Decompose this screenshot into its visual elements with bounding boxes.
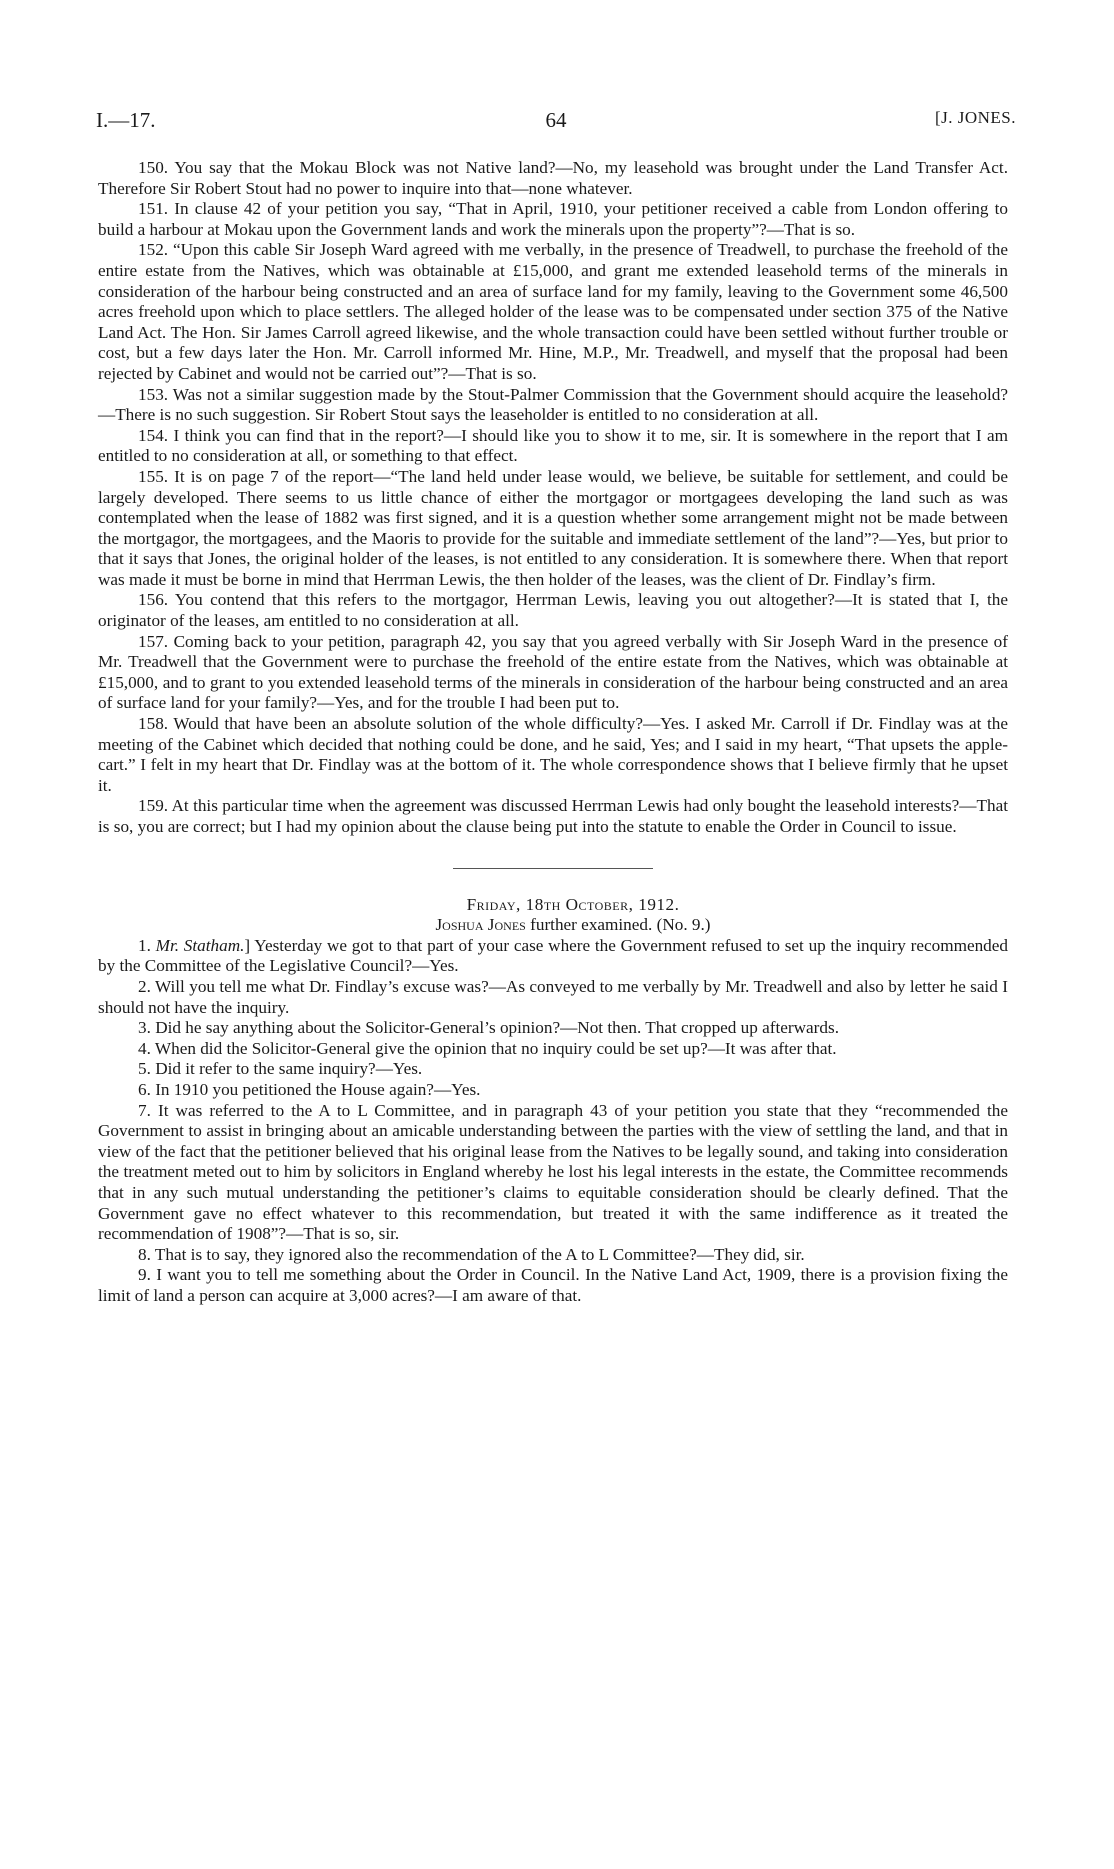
question-4: 4. When did the Solicitor-General give the opinion that no inquiry could be set up?—It was after that. <box>138 1038 837 1058</box>
witness-examination-note: further examined. (No. 9.) <box>525 915 711 935</box>
section-divider <box>453 868 653 869</box>
question-1-speaker: Mr. Statham. <box>155 935 245 955</box>
paragraph-152: 152. “Upon this cable Sir Joseph Ward agreed with me verbally, in the presence of Treadwell, to purchase the freehold of the entire estate from the Natives, which was obtainable at £15,000, and grant me extended leasehold terms of the minerals in consideration of the harbour being constructed and an area of surface land for my family, leaving to the Government some 46,500 acres freehold upon which to place settlers. The alleged holder of the lease was to be compensated under section 375 of the Native Land Act. The Hon. Sir James Carroll agreed likewise, and the whole transaction could have been settled without further trouble or cost, but a few days later the Hon. Mr. Carroll informed Mr. Hine, M.P., Mr. Treadwell, and myself that the proposal had been rejected by Cabinet and would not be carried out”?—That is so. <box>98 240 1008 383</box>
paragraph-154: 154. I think you can find that in the report?—I should like you to show it to me, sir. It is somewhere in the report that I am entitled to no consideration at all, or something to that effect. <box>98 425 1008 466</box>
question-1 <box>98 936 1008 977</box>
session-date: Friday, 18th October, 1912. <box>466 894 680 914</box>
paragraph-156: 156. You contend that this refers to the mortgagor, Herrman Lewis, leaving you out altogether?—It is stated that I, the originator of the leases, am entitled to no consideration at all. <box>98 590 1008 631</box>
question-2: 2. Will you tell me what Dr. Findlay’s excuse was?—As conveyed to me verbally by Mr. Treadwell and also by letter he said I should not have the inquiry. <box>98 976 1008 1017</box>
paragraph-157: 157. Coming back to your petition, paragraph 42, you say that you agreed verbally with Sir Joseph Ward in the presence of Mr. Treadwell that the Government were to purchase the freehold of the entire estate from the Natives, which was obtainable at £15,000, and to grant to you extended leasehold terms of the minerals in consideration of the harbour being constructed and an area of surface land for your family?—Yes, and for the trouble I had been put to. <box>98 631 1008 713</box>
paper-reference: I.—17. <box>96 108 156 132</box>
question-8: 8. That is to say, they ignored also the recommendation of the A to L Committee?—They did, sir. <box>138 1244 805 1264</box>
paragraph-150: 150. You say that the Mokau Block was not Native land?—No, my leasehold was brought under the Land Transfer Act. Therefore Sir Robert Stout had no power to inquire into that—none whatever. <box>98 158 1008 198</box>
paragraph-159: 159. At this particular time when the agreement was discussed Herrman Lewis had only bought the leasehold interests?—That is so, you are correct; but I had my opinion about the clause being put into the statute to enable the Order in Council to issue. <box>98 796 1008 836</box>
question-1-number: 1. <box>138 935 156 955</box>
question-9: 9. I want you to tell me something about the Order in Council. In the Native Land Act, 1909, there is a provision fixing the limit of land a person can acquire at 3,000 acres?—I am aware of that. <box>98 1265 1008 1305</box>
question-7: 7. It was referred to the A to L Committee, and in paragraph 43 of your petition you state that they “recommended the Government to assist in bringing about an amicable understanding between the parties with the view of settling the land, and that in view of the fact that the petitioner believed that his original lease from the Natives to be legally sound, and taking into consideration the treatment meted out to him by solicitors in England whereby he lost his legal interests in the estate, the Committee recommends that in any such mutual understanding the petitioner’s claims to equitable consideration should be clearly defined. That the Government gave no effect whatever to this recommendation, but treated it with the same indifference as it treated the recommendation of 1908”?—That is so, sir. <box>98 1100 1008 1244</box>
paragraph-158: 158. Would that have been an absolute solution of the whole difficulty?—Yes. I asked Mr. Carroll if Dr. Findlay was at the meeting of the Cabinet which decided that nothing could be done, and he said, Yes; and I said in my heart, “That upsets the apple-cart.” I felt in my heart that Dr. Findlay was at the bottom of it. The whole correspondence shows that I believe firmly that he upset it. <box>98 714 1008 795</box>
question-1-text: ] Yesterday we got to that part of your case where the Government refused to set up the inquiry recommended by the Committee of the Legislative Council?—Yes. <box>98 935 1008 976</box>
document-body <box>98 158 1008 1306</box>
paragraph-151: 151. In clause 42 of your petition you say, “That in April, 1910, your petitioner received a cable from London offering to build a harbour at Mokau upon the Government lands and work the minerals upon the property”?—That is so. <box>98 199 1008 239</box>
question-3: 3. Did he say anything about the Solicitor-General’s opinion?—Not then. That cropped up afterwards. <box>138 1018 839 1038</box>
paragraph-155: 155. It is on page 7 of the report—“The land held under lease would, we believe, be suitable for settlement, and could be largely developed. There seems to us little chance of either the mortgagor or mortgagees developing the land such as was contemplated when the lease of 1882 was first signed, and it is a question whether some arrangement might not be made between the mortgagor, the mortgagees, and the Maoris to provide for the suitable and immediate settlement of the land”?—Yes, but prior to that it says that Jones, the original holder of the leases, is not entitled to any consideration. It is somewhere there. When that report was made it must be borne in mind that Herrman Lewis, the then holder of the leases, was the client of Dr. Findlay’s firm. <box>98 466 1008 589</box>
paragraph-153: 153. Was not a similar suggestion made by the Stout-Palmer Commission that the Government should acquire the leasehold?—There is no such suggestion. Sir Robert Stout says the leaseholder is entitled to no consideration at all. <box>98 384 1008 425</box>
question-6: 6. In 1910 you petitioned the House again?—Yes. <box>138 1079 481 1099</box>
witness-name: Joshua Jones <box>435 915 526 935</box>
page-number: 64 <box>545 108 567 132</box>
page-header <box>96 108 1016 138</box>
question-5: 5. Did it refer to the same inquiry?—Yes. <box>138 1059 423 1079</box>
witness-running-head: [J. JONES. <box>934 108 1016 127</box>
witness-heading <box>98 915 1008 936</box>
